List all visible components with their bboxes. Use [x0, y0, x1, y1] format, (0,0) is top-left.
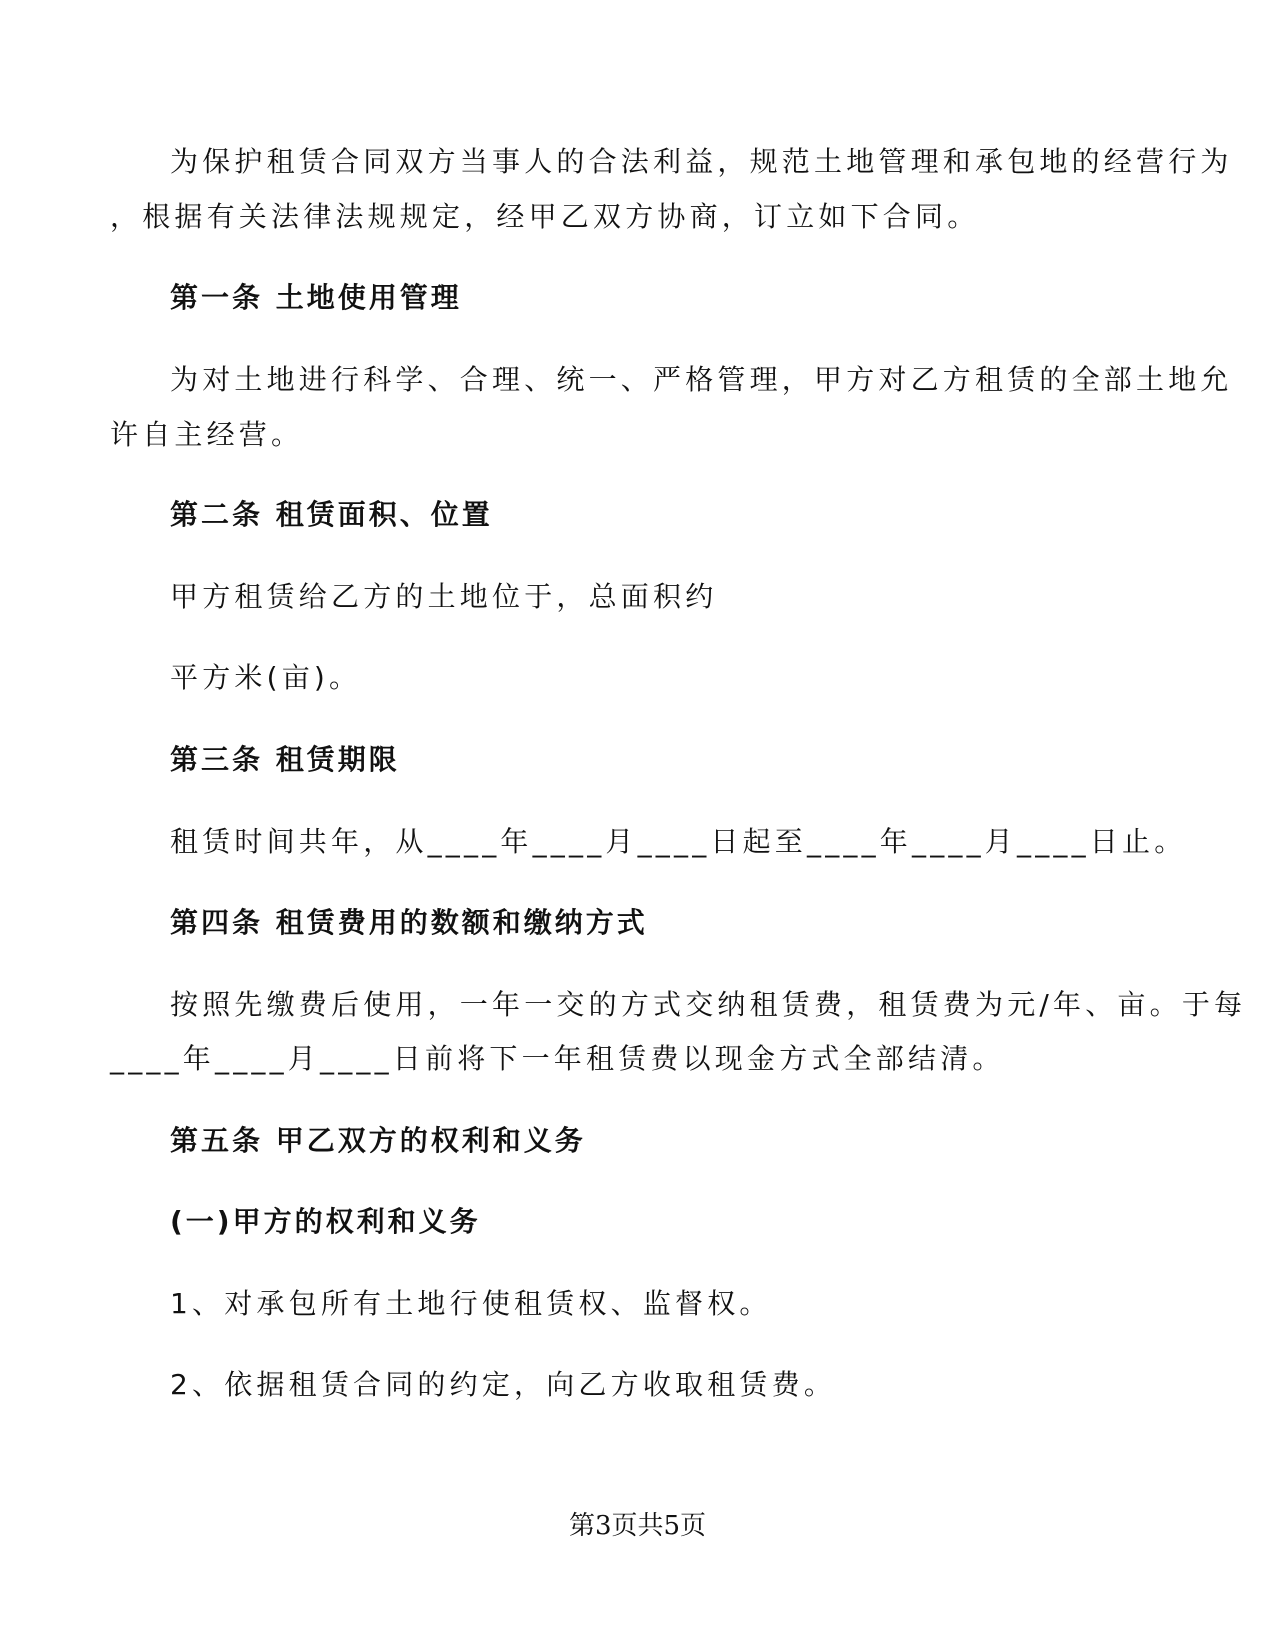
page-number: 第3页共5页 — [568, 1511, 707, 1541]
intro-line-1: 为保护租赁合同双方当事人的合法利益，规范土地管理和承包地的经营行为 — [170, 145, 1233, 178]
list-item-1: 1、对承包所有土地行使租赁权、监督权。 — [170, 1287, 772, 1320]
article-1-line-1: 为对土地进行科学、合理、统一、严格管理，甲方对乙方租赁的全部土地允 — [170, 363, 1233, 396]
article-3-title: 第三条 租赁期限 — [170, 743, 400, 776]
article-3-line-1: 租赁时间共年，从____年____月____日起至____年____月____日止。 — [170, 825, 1187, 858]
article-2-title: 第二条 租赁面积、位置 — [170, 498, 493, 531]
list-item-2: 2、依据租赁合同的约定，向乙方收取租赁费。 — [170, 1368, 837, 1401]
article-4-line-1: 按照先缴费后使用，一年一交的方式交纳租赁费，租赁费为元/年、亩。于每 — [170, 988, 1247, 1021]
article-2-line-2: 平方米(亩)。 — [170, 661, 362, 694]
intro-line-2: ，根据有关法律法规规定，经甲乙双方协商，订立如下合同。 — [110, 200, 980, 233]
article-1-line-2: 许自主经营。 — [110, 418, 304, 451]
article-5-title: 第五条 甲乙双方的权利和义务 — [170, 1124, 586, 1157]
section-1-title: (一)甲方的权利和义务 — [170, 1205, 481, 1238]
article-4-line-2: ____年____月____日前将下一年租赁费以现金方式全部结清。 — [110, 1042, 1005, 1075]
article-4-title: 第四条 租赁费用的数额和缴纳方式 — [170, 906, 648, 939]
article-1-title: 第一条 土地使用管理 — [170, 281, 462, 314]
article-2-line-1: 甲方租赁给乙方的土地位于，总面积约 — [170, 580, 718, 613]
